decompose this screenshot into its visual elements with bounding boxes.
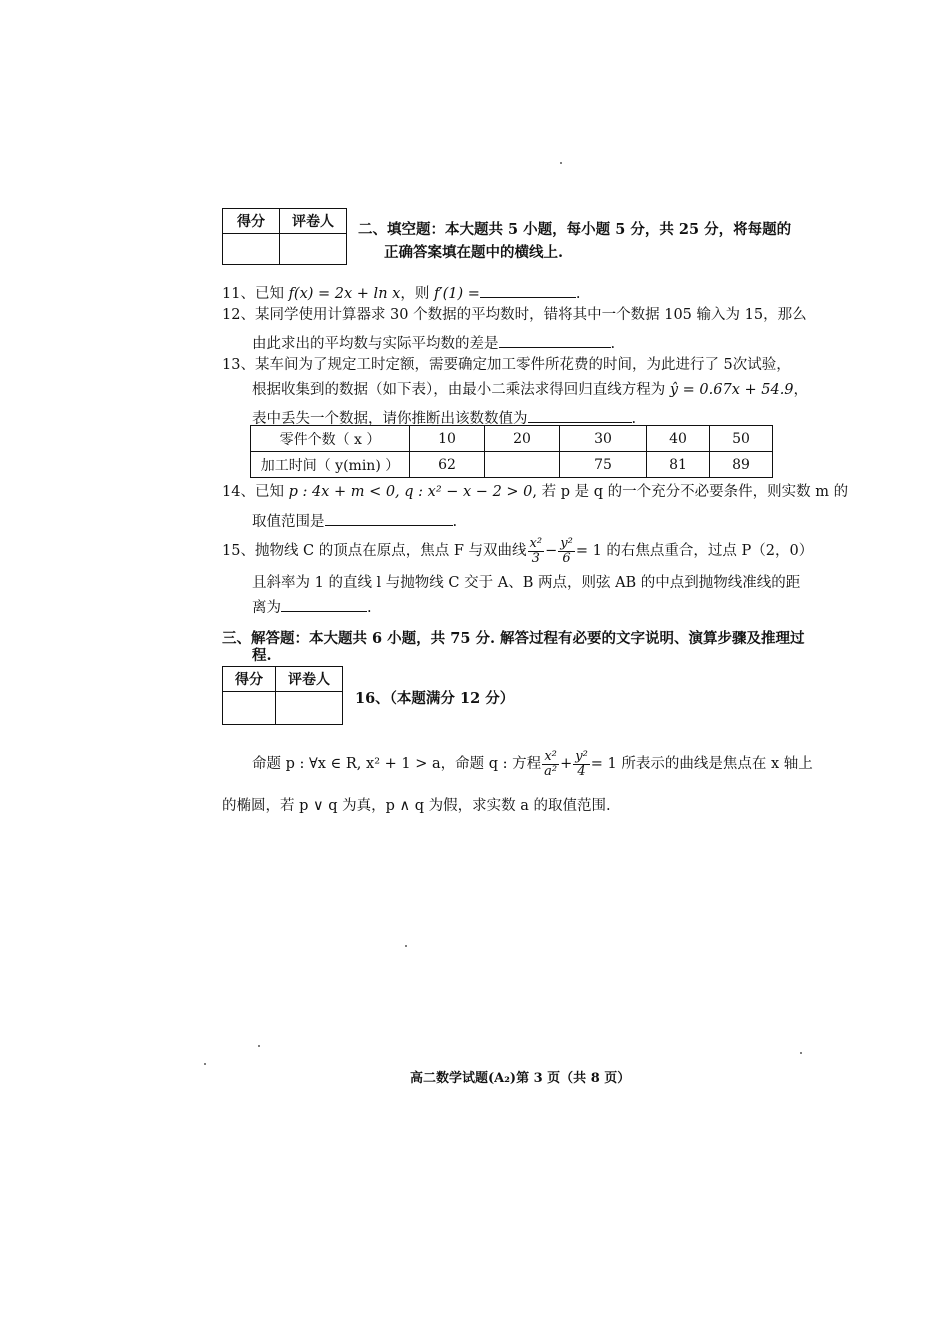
regression-equation: ŷ = 0.67x + 54.9 (669, 382, 794, 398)
table-row (251, 426, 773, 452)
score-cell (223, 692, 276, 725)
section3-heading-line2: 程. (252, 647, 272, 664)
score-cell (223, 234, 280, 265)
table-cell: 62 (410, 452, 485, 478)
grader-label: 评卷人 (280, 209, 347, 234)
scan-speck (800, 1052, 802, 1054)
question-14-line1: 14、已知 p : 4x + m < 0, q : x² − x − 2 > 0, 若 p 是 q 的一个充分不必要条件，则实数 m 的 (222, 484, 849, 500)
score-box-2 (222, 666, 343, 725)
question-15-line2: 且斜率为 1 的直线 l 与抛物线 C 交于 A、B 两点，则弦 AB 的中点到抛物线准线的距 (252, 575, 801, 591)
fraction-y2-over-6: $\frac{\text{y²}}{6}$ (560, 535, 573, 566)
fraction-x2-over-a2: $\frac{\text{x²}}{\text{a²}}$ (544, 748, 558, 779)
question-13-line2: 根据收集到的数据（如下表），由最小二乘法求得回归直线方程为 ŷ = 0.67x + 54.9， (252, 382, 809, 398)
section2-heading-line2: 正确答案填在题中的横线上. (384, 244, 564, 261)
data-table (250, 425, 773, 478)
question-16-title: 16、（本题满分 12 分） (355, 690, 515, 707)
table-cell: 40 (647, 426, 710, 452)
scan-speck (258, 1045, 260, 1047)
table-cell: 30 (560, 426, 647, 452)
section2-heading-line1: 二、填空题：本大题共 5 小题，每小题 5 分，共 25 分，将每题的 (358, 221, 792, 238)
scan-speck (560, 162, 562, 164)
table-cell: 10 (410, 426, 485, 452)
q14-formula: p : 4x + m < 0, q : x² − x − 2 > 0 (288, 484, 533, 500)
question-12-line2: 由此求出的平均数与实际平均数的差是 . (252, 333, 615, 352)
q11-formula2: f′(1) = (433, 286, 480, 302)
table-cell: 50 (710, 426, 773, 452)
answer-blank-15[interactable] (281, 597, 367, 612)
score-label: 得分 (223, 667, 276, 692)
score-label: 得分 (223, 209, 280, 234)
question-15-line1: 15、抛物线 C 的顶点在原点，焦点 F 与双曲线 $\frac{\text{x²}}{3}$ − $\frac{\text{y²}}{6}$ = 1 的右焦点重合，过点 P（2，0） (222, 535, 814, 566)
question-16-line1: 命题 p : ∀x ∈ R, x² + 1 > a，命题 q : 方程 $\frac{\text{x²}}{\text{a²}}$ + $\frac{\text{y²}}{4}$ = 1 所表示的曲线是焦点在 x 轴上 (252, 748, 813, 779)
question-15-line3: 离为 . (252, 597, 372, 616)
section3-heading-line1: 三、解答题：本大题共 6 小题，共 75 分. 解答过程有必要的文字说明、演算步骤及推理过 (222, 630, 805, 647)
question-14-line2: 取值范围是 . (252, 511, 457, 530)
score-box-1 (222, 208, 347, 265)
grader-cell (276, 692, 343, 725)
table-row (251, 452, 773, 478)
page-footer: 高二数学试题(A₂)第 3 页（共 8 页） (410, 1071, 631, 1086)
scan-speck (405, 945, 407, 947)
table-cell: 75 (560, 452, 647, 478)
question-16-line2: 的椭圆，若 p ∨ q 为真，p ∧ q 为假，求实数 a 的取值范围. (222, 798, 611, 814)
grader-cell (280, 234, 347, 265)
table-cell: 20 (485, 426, 560, 452)
q11-formula: f(x) = 2x + ln x (288, 286, 401, 302)
question-13-line3: 表中丢失一个数据，请你推断出该数数值为 . (252, 408, 636, 427)
answer-blank-14[interactable] (325, 511, 453, 526)
question-12-line1: 12、某同学使用计算器求 30 个数据的平均数时，错将其中一个数据 105 输入为 15，那么 (222, 307, 807, 323)
table-cell: 81 (647, 452, 710, 478)
row-header: 加工时间（ y(min) ） (251, 452, 410, 478)
grader-label: 评卷人 (276, 667, 343, 692)
question-13-line1: 13、某车间为了规定工时定额，需要确定加工零件所花费的时间，为此进行了 5次试验， (222, 357, 791, 373)
fraction-x2-over-3: $\frac{\text{x²}}{3}$ (529, 535, 543, 566)
answer-blank-11[interactable] (480, 283, 576, 298)
row-header: 零件个数（ x ） (251, 426, 410, 452)
table-cell: 89 (710, 452, 773, 478)
missing-cell (485, 452, 560, 478)
scan-speck (204, 1063, 206, 1065)
question-11: 11、已知 f(x) = 2x + ln x，则 f′(1) = . (222, 283, 581, 302)
fraction-y2-over-4: $\frac{\text{y²}}{4}$ (575, 748, 588, 779)
answer-blank-13[interactable] (528, 408, 632, 423)
answer-blank-12[interactable] (499, 333, 611, 348)
